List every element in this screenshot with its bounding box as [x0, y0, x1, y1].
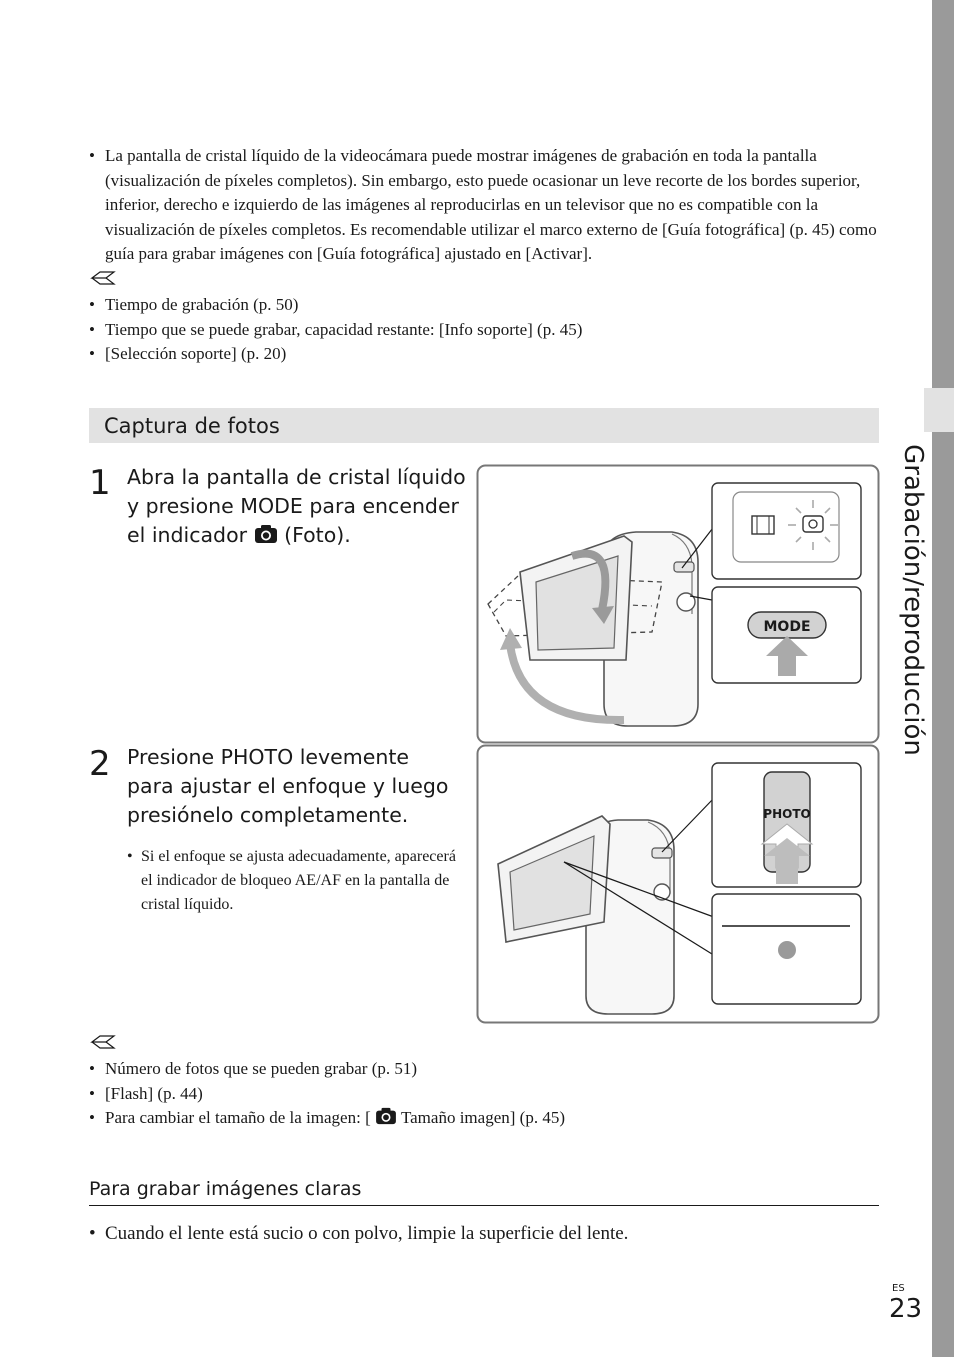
subsection-rule [89, 1205, 879, 1206]
intro-bullet: • La pantalla de cristal líquido de la videocámara puede mostrar imágenes de grabación en toda la pantalla (visualización de píxeles completos). Sin embargo, esto puede ocasionar un leve recorte de los bordes superior, inferior, derecho e izquierdo de las imágenes al reproducirlas en un televisor que no es compatible con la visualización de píxeles completos. Es recomendable utilizar el marco externo de [Guía fotográfica] (p. 45) como guía para grabar imágenes con [Guía fotográfica] ajustado en [Activar]. [89, 144, 879, 267]
intro-bullets [89, 144, 879, 267]
figure-press-photo [476, 744, 880, 1024]
reference-item: • Tiempo de grabación (p. 50) [89, 293, 879, 318]
step-2-note-list [127, 845, 457, 917]
reference-list-1 [89, 293, 879, 367]
language-code: ES [892, 1283, 905, 1294]
step-2-note: • Si el enfoque se ajusta adecuadamente, aparecerá el indicador de bloqueo AE/AF en la pantalla de cristal líquido. [127, 845, 457, 917]
section-title: Captura de fotos [104, 414, 280, 438]
camera-icon [375, 1107, 397, 1125]
figure-open-lcd [476, 464, 880, 744]
reference-item: • [Flash] (p. 44) [89, 1082, 879, 1107]
camera-icon [254, 524, 278, 544]
reference-item: • [Selección soporte] (p. 20) [89, 342, 879, 367]
step-2-number: 2 [89, 744, 111, 784]
mode-label: MODE [763, 619, 811, 635]
reference-item: • Número de fotos que se pueden grabar (p. 51) [89, 1057, 879, 1082]
reference-icon [90, 1034, 116, 1050]
side-bar [932, 0, 954, 1357]
step-1-number: 1 [89, 463, 111, 503]
step-2-text: Presione PHOTO levemente para ajustar el enfoque y luego presiónelo completamente. [127, 745, 449, 827]
step-1-line-pre: el indicador [127, 523, 254, 547]
side-label: Grabación/reproducción [898, 444, 928, 756]
step-1-line [127, 521, 467, 550]
photo-label: PHOTO [763, 807, 811, 821]
subsection-title: Para grabar imágenes claras [89, 1178, 362, 1200]
step-1-line-post: (Foto). [277, 523, 351, 547]
reference-list-2 [89, 1057, 879, 1131]
step-1-line: y presione MODE para encender [127, 494, 459, 518]
page-number: 23 [889, 1294, 923, 1324]
reference-item: • Tiempo que se puede grabar, capacidad restante: [Info soporte] (p. 45) [89, 318, 879, 343]
reference-item-post: Tamaño imagen] (p. 45) [397, 1108, 565, 1127]
reference-icon [90, 270, 116, 286]
subsection-bullet: • Cuando el lente está sucio o con polvo, limpie la superficie del lente. [89, 1220, 628, 1248]
reference-item-pre: Para cambiar el tamaño de la imagen: [ [105, 1108, 375, 1127]
subsection-list [89, 1220, 628, 1248]
reference-item [89, 1106, 879, 1131]
step-1-text [127, 463, 467, 550]
side-tab [924, 388, 954, 432]
step-1-line: Abra la pantalla de cristal líquido [127, 465, 466, 489]
